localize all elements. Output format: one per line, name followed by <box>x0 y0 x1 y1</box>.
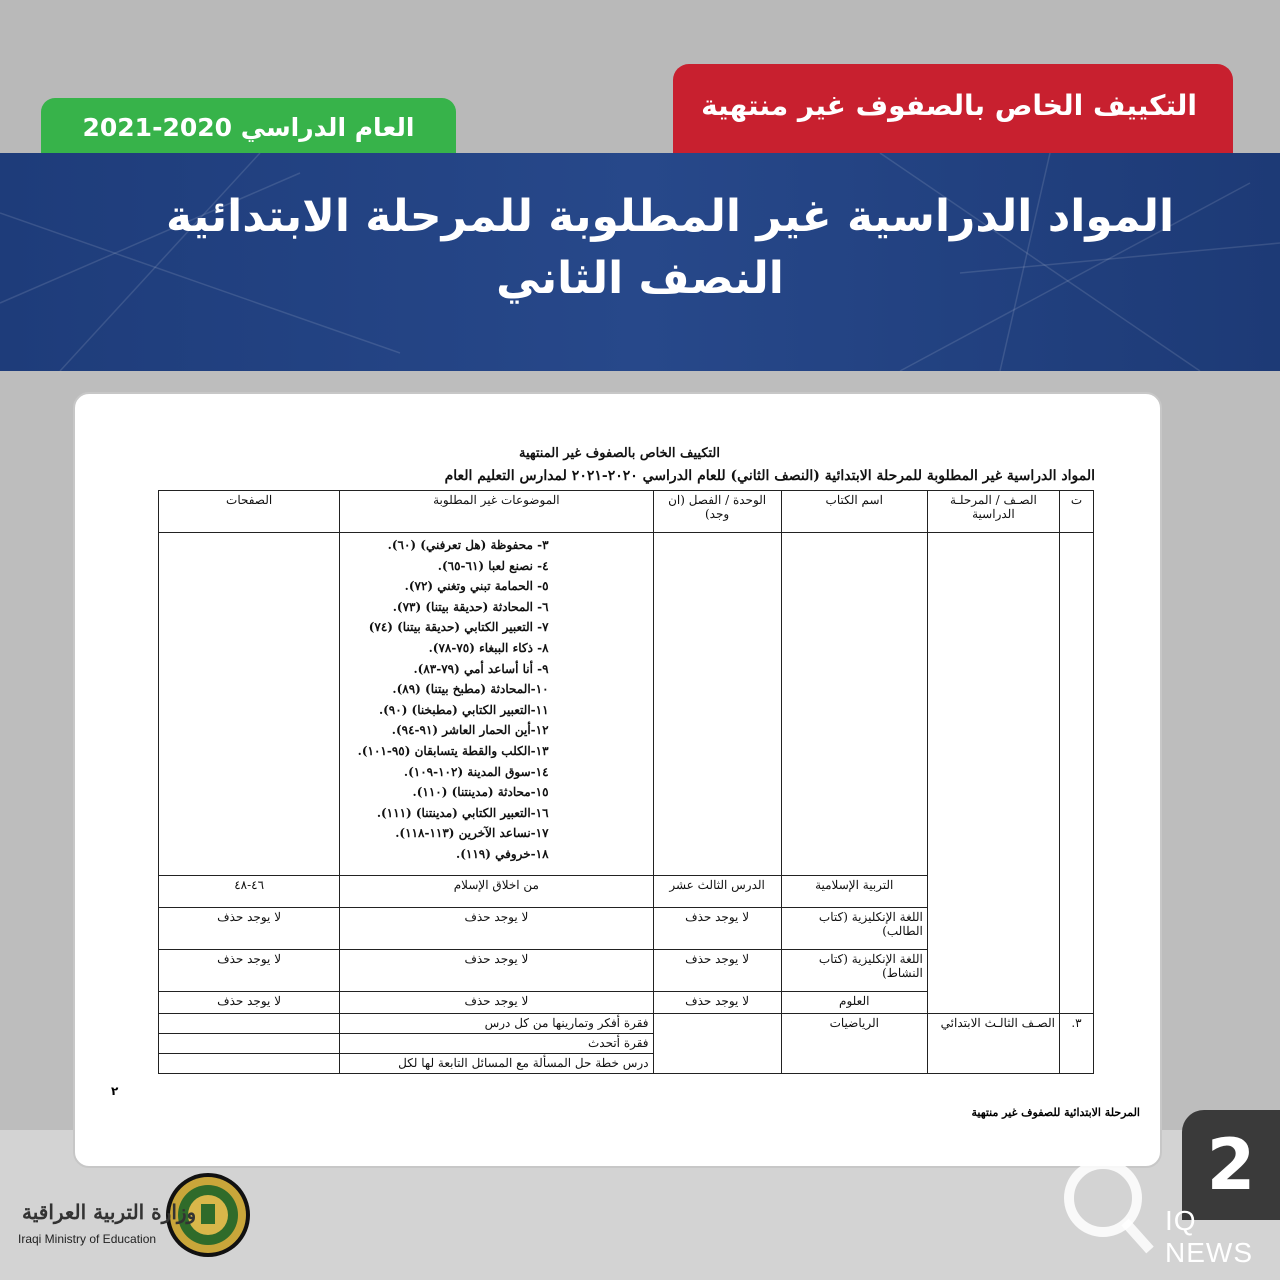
cell-book: العلوم <box>781 992 927 1014</box>
green-tab-text: العام الدراسي 2020-2021 <box>82 112 415 142</box>
red-tab-text: التكييف الخاص بالصفوف غير منتهية <box>701 88 1197 122</box>
cell-unit: لا يوجد حذف <box>653 950 781 992</box>
banner-title-line2: النصف الثاني <box>496 253 784 304</box>
list-item: ١٦-التعبير الكتابي (مدينتنا) (١١١). <box>376 805 549 820</box>
cell-topics: لا يوجد حذف <box>340 950 653 992</box>
list-item: ١٤-سوق المدينة (١٠٢-١٠٩). <box>403 764 549 779</box>
cell-unit-empty <box>653 1014 781 1074</box>
cell-pages: ٤٦-٤٨ <box>159 876 340 908</box>
table-row-arabic-topics <box>159 533 1094 876</box>
cell-num-empty <box>1059 533 1093 1014</box>
title-banner <box>0 153 1280 371</box>
list-item: ١٣-الكلب والقطة يتسابقان (٩٥-١٠١). <box>357 743 549 758</box>
ministry-name-arabic: وزارة التربية العراقية <box>22 1200 197 1224</box>
green-header-tab <box>41 98 456 156</box>
page-number: ٢ <box>111 1084 119 1098</box>
col-num: ت <box>1059 491 1093 533</box>
cell-pages-empty <box>159 1034 340 1054</box>
document-title: التكييف الخاص بالصفوف غير المنتهية <box>518 446 721 461</box>
cell-grade: الصـف الثالـث الابتدائي <box>927 1014 1059 1074</box>
list-item: ٤- نصنع لعبا (٦١-٦٥). <box>437 558 549 573</box>
cell-unit: الدرس الثالث عشر <box>653 876 781 908</box>
list-item: ٨- ذكاء الببغاء (٧٥-٧٨). <box>428 640 549 655</box>
list-item: ١١-التعبير الكتابي (مطبخنا) (٩٠). <box>378 702 549 717</box>
list-item: ١٢-أين الحمار العاشر (٩١-٩٤). <box>391 723 549 738</box>
iqnews-logo-icon <box>1055 1150 1165 1260</box>
list-item: ٩- أنا أساعد أمي (٧٩-٨٣). <box>413 661 549 676</box>
subjects-table <box>158 490 1094 1074</box>
col-unit: الوحدة / الفصل (ان وجد) <box>653 491 781 533</box>
cell-unit-empty <box>653 533 781 876</box>
cell-topics: من اخلاق الإسلام <box>340 876 653 908</box>
table-row-math <box>159 1014 1094 1034</box>
ministry-name-english: Iraqi Ministry of Education <box>18 1232 157 1246</box>
table-header-row <box>159 491 1094 533</box>
document-sheet <box>73 392 1162 1168</box>
cell-topics: لا يوجد حذف <box>340 908 653 950</box>
list-item: ٥- الحمامة تبني وتغني (٧٢). <box>404 579 549 594</box>
cell-book: اللغة الإنكليزية (كتاب الطالب) <box>781 908 927 950</box>
cell-pages: لا يوجد حذف <box>159 950 340 992</box>
cell-topics: فقرة أتحدث <box>340 1034 653 1054</box>
cell-unit: لا يوجد حذف <box>653 992 781 1014</box>
list-item: ٣- محفوظة (هل تعرفني) (٦٠). <box>387 538 549 552</box>
cell-unit: لا يوجد حذف <box>653 908 781 950</box>
list-item: ١٧-نساعد الآخرين (١١٣-١١٨). <box>395 826 549 841</box>
cell-pages: لا يوجد حذف <box>159 908 340 950</box>
cell-topics: فقرة أفكر وتمارينها من كل درس <box>340 1014 653 1034</box>
footer-note: المرحلة الابتدائية للصفوف غير منتهية <box>971 1106 1140 1119</box>
cell-book: الرياضيات <box>781 1014 927 1074</box>
page-badge: 2 <box>1182 1110 1280 1220</box>
cell-pages: لا يوجد حذف <box>159 992 340 1014</box>
col-topics: الموضوعات غير المطلوبة <box>340 491 653 533</box>
list-item: ٦- المحادثة (حديقة بيتنا) (٧٣). <box>392 599 549 614</box>
cell-grade-empty <box>927 533 1059 1014</box>
cell-pages-empty <box>159 1054 340 1074</box>
col-book: اسم الكتاب <box>781 491 927 533</box>
cell-book: اللغة الإنكليزية (كتاب النشاط) <box>781 950 927 992</box>
cell-book-empty <box>781 533 927 876</box>
topics-list <box>344 535 648 865</box>
red-header-tab <box>673 64 1233 156</box>
col-grade: الصـف / المرحلـة الدراسية <box>927 491 1059 533</box>
news-brand: IQ NEWS <box>1165 1205 1253 1268</box>
col-pages: الصفحات <box>159 491 340 533</box>
list-item: ١٥-محادثة (مدينتنا) (١١٠). <box>412 785 549 800</box>
list-item: ١٠-المحادثة (مطبخ بيتنا) (٨٩). <box>392 682 549 697</box>
document-subtitle: المواد الدراسية غير المطلوبة للمرحلة الابتدائية (النصف الثاني) للعام الدراسي ٢٠٢٠-٢٠٢١ لمدارس التعليم العام <box>444 468 1095 484</box>
banner-title-line1: المواد الدراسية غير المطلوبة للمرحلة الابتدائية <box>165 191 1175 242</box>
list-item: ١٨-خروفي (١١٩). <box>456 846 549 861</box>
cell-book: التربية الإسلامية <box>781 876 927 908</box>
cell-topics: لا يوجد حذف <box>340 992 653 1014</box>
cell-topics: درس خطة حل المسألة مع المسائل التابعة لها لكل <box>340 1054 653 1074</box>
list-item: ٧- التعبير الكتابي (حديقة بيتنا) (٧٤) <box>368 620 549 635</box>
cell-pages-empty <box>159 533 340 876</box>
cell-pages-empty <box>159 1014 340 1034</box>
cell-topics-list <box>340 533 653 876</box>
cell-num: ٣. <box>1059 1014 1093 1074</box>
